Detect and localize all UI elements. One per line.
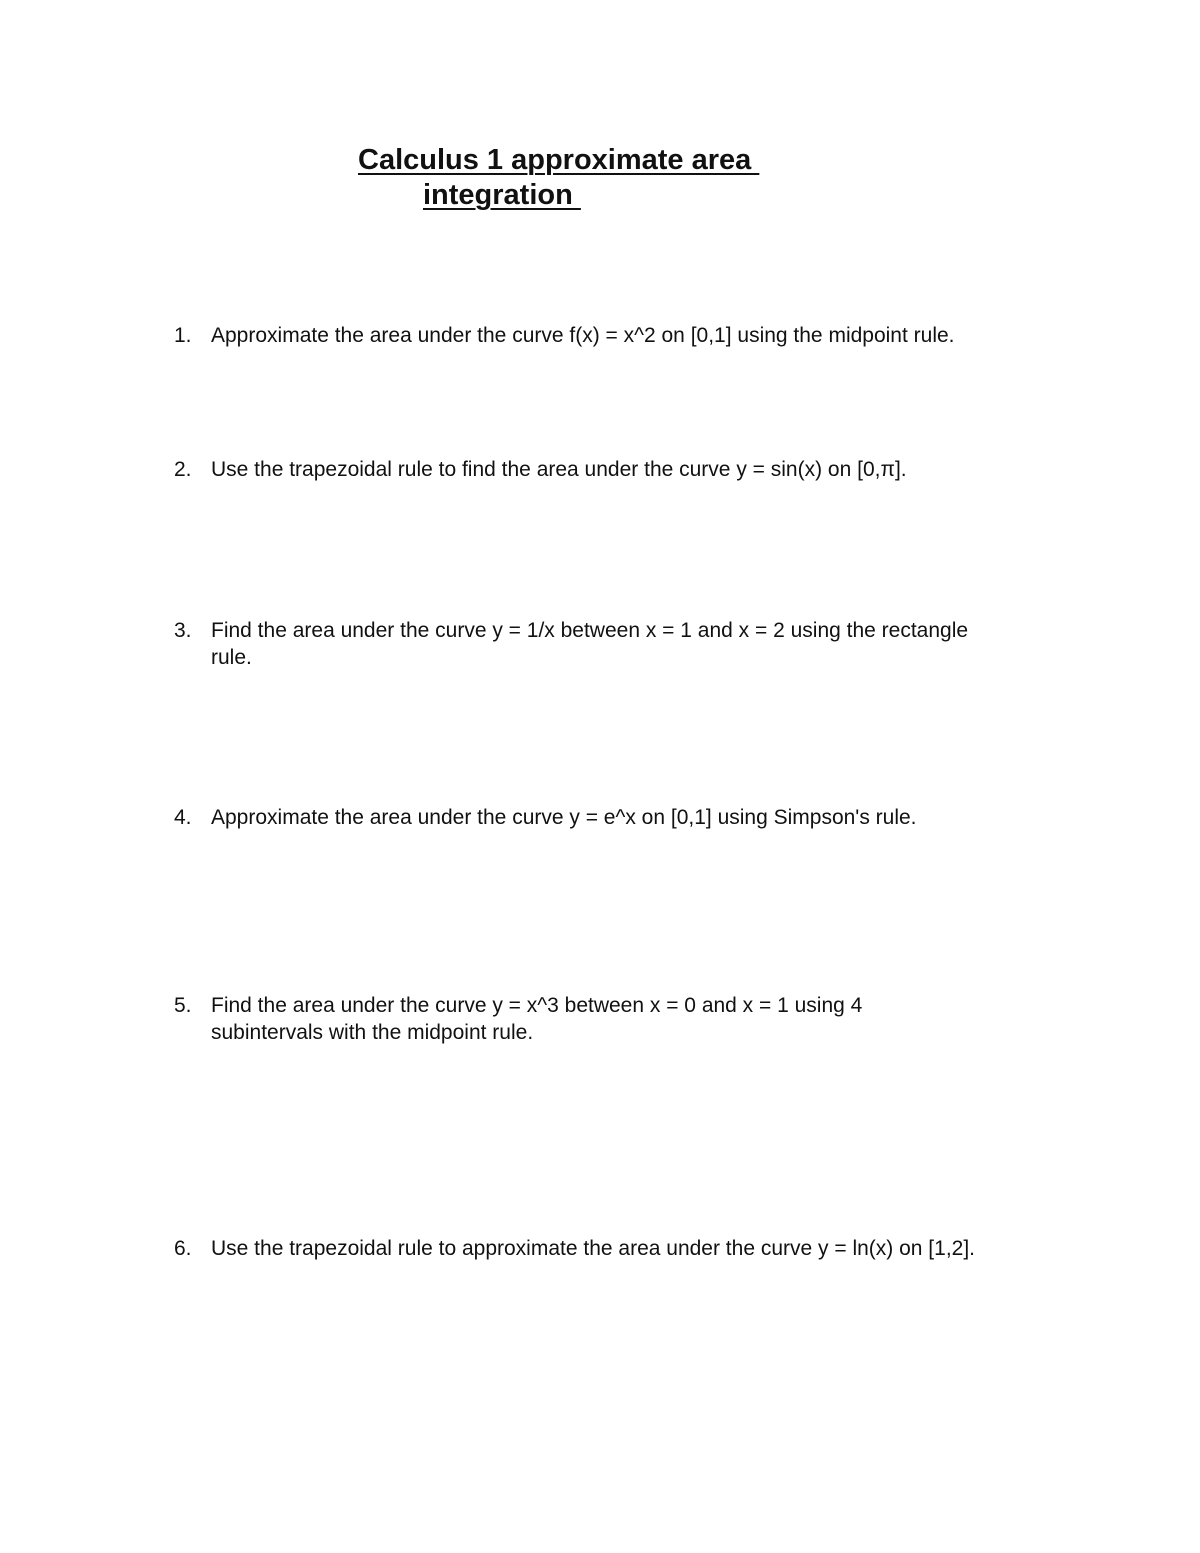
question-text: Use the trapezoidal rule to find the area under the curve y = sin(x) on [0,π]. [211,458,907,481]
question-4 [174,804,1054,831]
question-1 [174,322,1054,349]
document-title-line-1: Calculus 1 approximate area [358,144,760,176]
question-number: 5. [174,994,192,1017]
question-text: Approximate the area under the curve f(x) = x^2 on [0,1] using the midpoint rule. [211,324,955,347]
question-number: 1. [174,324,192,347]
question-number: 3. [174,619,192,642]
question-6 [174,1235,1054,1262]
question-number: 2. [174,458,192,481]
question-text: Find the area under the curve y = 1/x between x = 1 and x = 2 using the rectangle rule. [211,619,969,669]
question-text: Use the trapezoidal rule to approximate the area under the curve y = ln(x) on [1,2]. [211,1237,976,1260]
question-text: Find the area under the curve y = x^3 between x = 0 and x = 1 using 4 subintervals with the midpoint rule. [211,994,863,1044]
question-3 [174,617,1054,671]
question-text: Approximate the area under the curve y = e^x on [0,1] using Simpson's rule. [211,806,917,829]
question-5 [174,992,1054,1046]
question-number: 6. [174,1237,192,1260]
question-2 [174,456,1054,483]
document-title-line-2: integration [423,179,581,211]
question-number: 4. [174,806,192,829]
